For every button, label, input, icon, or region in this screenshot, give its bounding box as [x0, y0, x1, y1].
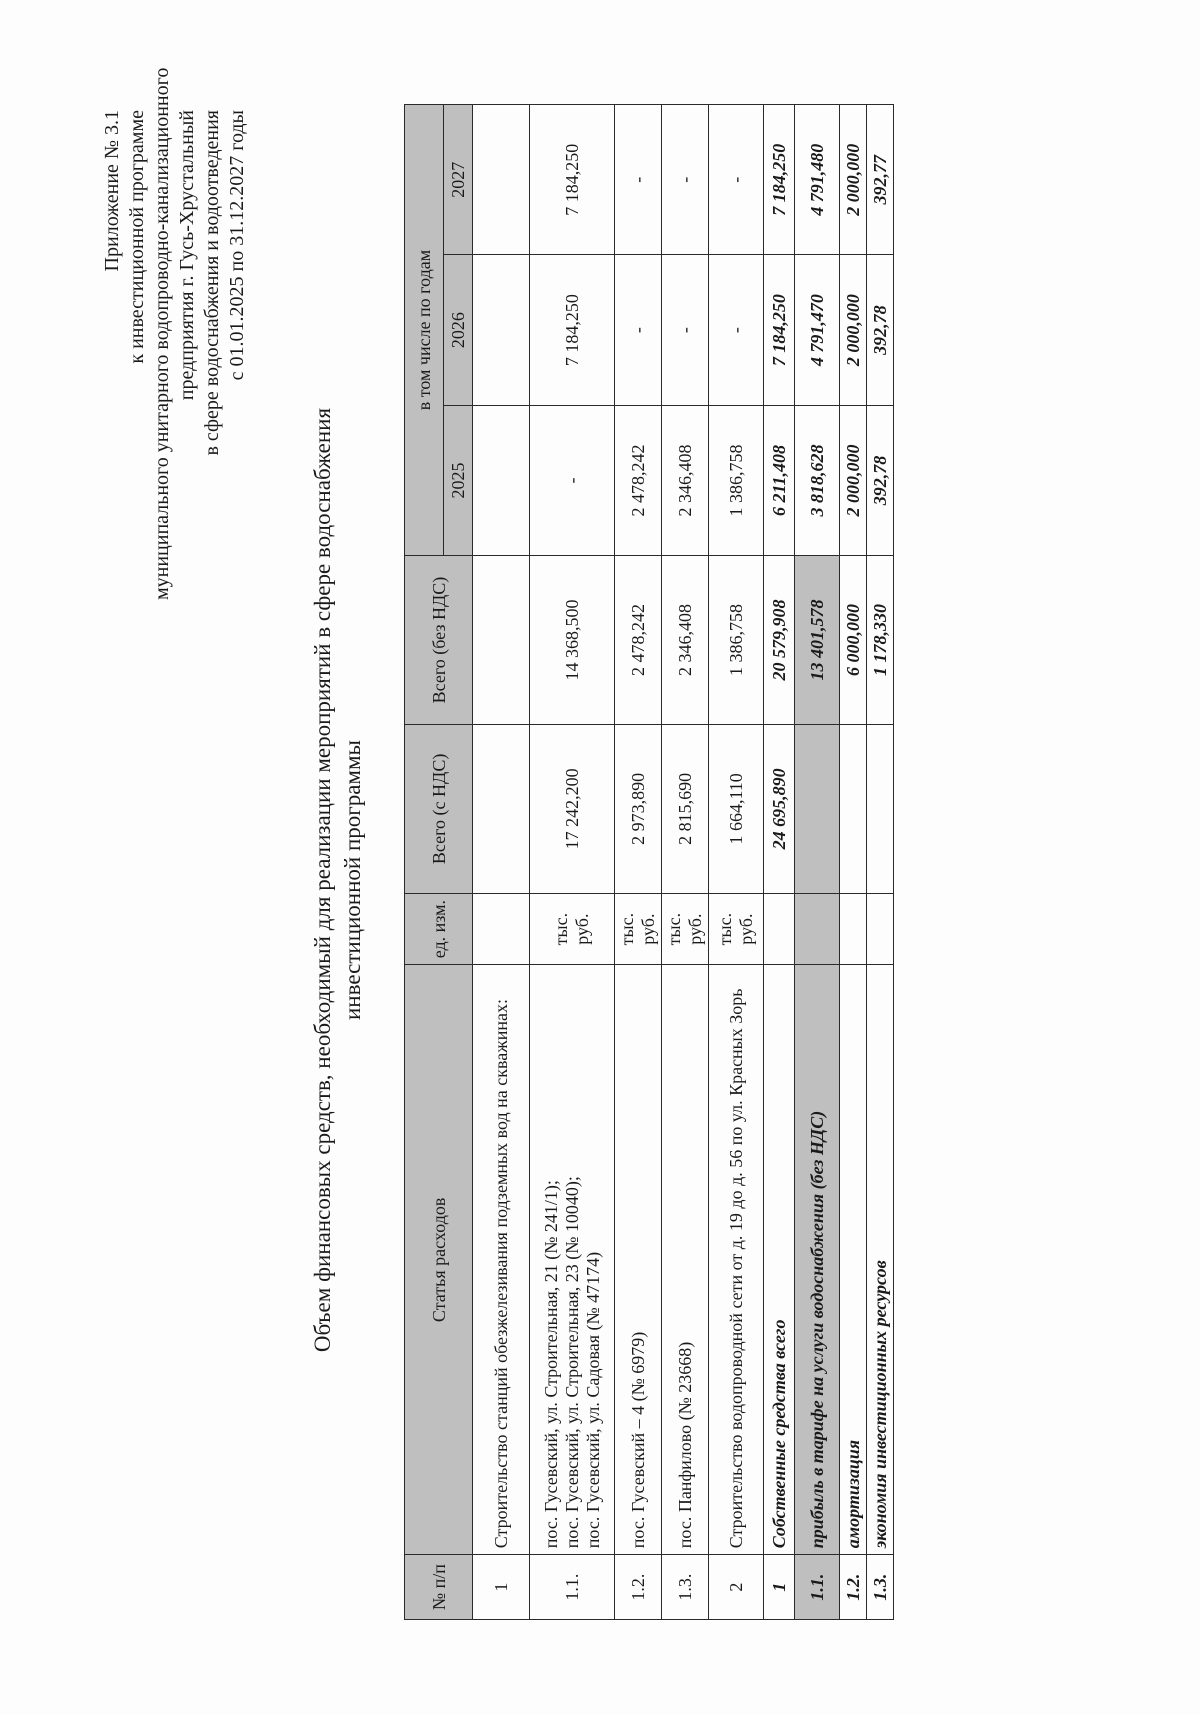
cell-num: 1.3. [867, 1555, 894, 1620]
source-row [867, 105, 894, 1620]
cell-2027: - [709, 105, 764, 255]
cell-2026: 392,78 [867, 255, 894, 405]
cell-2027 [473, 105, 530, 255]
cell-2025: 6 211,408 [764, 405, 795, 555]
financing-table [404, 104, 894, 1620]
appendix-line: Приложение № 3.1 [101, 110, 123, 272]
cell-2027: 392,77 [867, 105, 894, 255]
source-row [795, 105, 840, 1620]
cell-unit [795, 893, 840, 965]
header-total-vat: Всего (с НДС) [405, 724, 473, 893]
cell-2027: - [615, 105, 662, 255]
header-by-years: в том числе по годам [405, 105, 444, 556]
table-row [709, 105, 764, 1620]
cell-total-novat: 14 368,500 [530, 556, 615, 725]
cell-2025: 2 000,000 [840, 405, 867, 555]
cell-unit [867, 893, 894, 965]
cell-2026: 2 000,000 [840, 255, 867, 405]
cell-total-vat [795, 724, 840, 893]
cell-total-vat [473, 724, 530, 893]
cell-unit: тыс. руб. [662, 893, 709, 965]
cell-unit [764, 893, 795, 965]
cell-2027: - [662, 105, 709, 255]
title-line-2: инвестиционной программы [340, 740, 365, 1020]
cell-unit [473, 893, 530, 965]
cell-2027: 2 000,000 [840, 105, 867, 255]
cell-total-novat: 1 386,758 [709, 556, 764, 725]
appendix-line: муниципального унитарного водопроводно-канализационного [151, 67, 173, 600]
cell-2026: 4 791,470 [795, 255, 840, 405]
cell-total-novat: 1 178,330 [867, 556, 894, 725]
cell-unit [840, 893, 867, 965]
cell-num: 2 [709, 1555, 764, 1620]
title-line-1: Объем финансовых средств, необходимый для реализации мероприятий в сфере водоснабжения [310, 407, 335, 1353]
cell-total-novat: 2 346,408 [662, 556, 709, 725]
table-row [615, 105, 662, 1620]
cell-article: пос. Панфилово (№ 23668) [662, 965, 709, 1555]
header-year-2025: 2025 [444, 405, 473, 555]
cell-unit: тыс. руб. [530, 893, 615, 965]
appendix-line: с 01.01.2025 по 31.12.2027 годы [226, 110, 248, 381]
article-line: пос. Гусевский, ул. Садовая (№ 47174) [582, 1251, 603, 1549]
article-line: пос. Гусевский, ул. Строительная, 23 (№ 10040); [561, 1176, 582, 1549]
header-unit: ед. изм. [405, 893, 473, 965]
cell-total-vat [840, 724, 867, 893]
article-line: пос. Гусевский, ул. Строительная, 21 (№ 241/1); [540, 1180, 561, 1549]
appendix-line: к инвестиционной программе [126, 110, 148, 364]
appendix-header [100, 67, 250, 600]
cell-total-novat: 6 000,000 [840, 556, 867, 725]
cell-2026 [473, 255, 530, 405]
table-row [473, 105, 530, 1620]
cell-2025: 3 818,628 [795, 405, 840, 555]
cell-2026: 7 184,250 [530, 255, 615, 405]
cell-total-vat: 1 664,110 [709, 724, 764, 893]
cell-total-vat [867, 724, 894, 893]
cell-num: 1.1. [530, 1555, 615, 1620]
header-year-2027: 2027 [444, 105, 473, 255]
cell-2026: - [709, 255, 764, 405]
header-year-2026: 2026 [444, 255, 473, 405]
document-title [308, 280, 368, 1480]
cell-total-vat: 17 242,200 [530, 724, 615, 893]
cell-2027: 7 184,250 [530, 105, 615, 255]
cell-total-vat: 24 695,890 [764, 724, 795, 893]
cell-article: Собственные средства всего [764, 965, 795, 1555]
header-article: Статья расходов [405, 965, 473, 1555]
cell-total-novat [473, 556, 530, 725]
cell-num: 1 [764, 1555, 795, 1620]
cell-2027: 7 184,250 [764, 105, 795, 255]
cell-num: 1 [473, 1555, 530, 1620]
cell-total-novat: 20 579,908 [764, 556, 795, 725]
cell-article: экономия инвестиционных ресурсов [867, 965, 894, 1555]
cell-unit: тыс. руб. [709, 893, 764, 965]
cell-2025: 2 346,408 [662, 405, 709, 555]
cell-total-novat: 2 478,242 [615, 556, 662, 725]
cell-num: 1.1. [795, 1555, 840, 1620]
cell-num: 1.2. [840, 1555, 867, 1620]
table-row [530, 105, 615, 1620]
cell-2027: 4 791,480 [795, 105, 840, 255]
cell-2025: 2 478,242 [615, 405, 662, 555]
cell-2025 [473, 405, 530, 555]
cell-article: Строительство станций обезжелезивания подземных вод на скважинах: [473, 965, 530, 1555]
cell-article: амортизация [840, 965, 867, 1555]
cell-unit: тыс. руб. [615, 893, 662, 965]
cell-2025: - [530, 405, 615, 555]
cell-2026: 7 184,250 [764, 255, 795, 405]
header-total-novat: Всего (без НДС) [405, 556, 473, 725]
cell-2026: - [615, 255, 662, 405]
cell-article: Строительство водопроводной сети от д. 19 до д. 56 по ул. Красных Зорь [709, 965, 764, 1555]
cell-article [530, 965, 615, 1555]
cell-article: пос. Гусевский – 4 (№ 6979) [615, 965, 662, 1555]
cell-num: 1.3. [662, 1555, 709, 1620]
appendix-line: предприятия г. Гусь-Хрустальный [176, 110, 198, 401]
cell-total-vat: 2 815,690 [662, 724, 709, 893]
cell-2025: 1 386,758 [709, 405, 764, 555]
total-row [764, 105, 795, 1620]
cell-total-novat: 13 401,578 [795, 556, 840, 725]
rotated-landscape-content [70, 67, 1150, 1640]
cell-article: прибыль в тарифе на услуги водоснабжения (без НДС) [795, 965, 840, 1555]
table-row [662, 105, 709, 1620]
source-row [840, 105, 867, 1620]
cell-2026: - [662, 255, 709, 405]
cell-num: 1.2. [615, 1555, 662, 1620]
appendix-line: в сфере водоснабжения и водоотведения [201, 110, 223, 456]
header-num: № п/п [405, 1555, 473, 1620]
cell-total-vat: 2 973,890 [615, 724, 662, 893]
cell-2025: 392,78 [867, 405, 894, 555]
